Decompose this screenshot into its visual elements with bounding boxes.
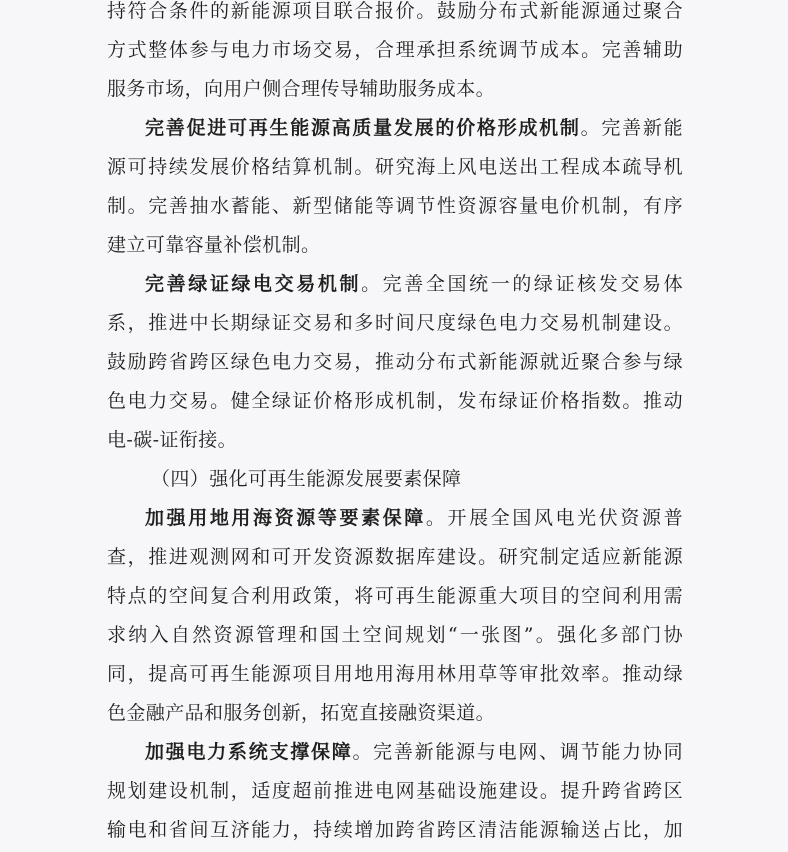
text-line — [107, 733, 683, 772]
section-heading: （四）强化可再生能源发展要素保障 — [151, 468, 462, 490]
text-run: 。完善新能源与电网、调节能力协同 — [352, 741, 683, 763]
text-line: 服务市场，向用户侧合理传导辅助服务成本。 — [107, 78, 496, 100]
text-line: 系，推进中长期绿证交易和多时间尺度绿色电力交易机制建设。 — [107, 312, 683, 334]
document-page — [107, 0, 683, 850]
text-line: 同，提高可再生能源项目用地用海用林用草等审批效率。推动绿 — [107, 663, 683, 685]
paragraph — [107, 733, 683, 850]
text-line: 持符合条件的新能源项目联合报价。鼓励分布式新能源通过聚合 — [107, 0, 683, 22]
text-line: 方式整体参与电力市场交易，合理承担系统调节成本。完善辅助 — [107, 39, 683, 61]
text-line — [107, 109, 683, 148]
text-line: 建立可靠容量补偿机制。 — [107, 234, 321, 256]
text-line: 规划建设机制，适度超前推进电网基础设施建设。提升跨省跨区 — [107, 780, 683, 802]
bold-lead: 加强电力系统支撑保障 — [145, 741, 353, 763]
paragraph — [107, 265, 683, 460]
text-run: 。开展全国风电光伏资源普 — [425, 507, 683, 529]
text-line: 源可持续发展价格结算机制。研究海上风电送出工程成本疏导机 — [107, 156, 683, 178]
text-line — [107, 265, 683, 304]
text-line — [107, 499, 683, 538]
text-line: 求纳入自然资源管理和国土空间规划“一张图”。强化多部门协 — [107, 624, 683, 646]
bold-lead: 完善促进可再生能源高质量发展的价格形成机制 — [145, 117, 581, 139]
text-run: 。完善新能 — [580, 117, 683, 139]
paragraph — [107, 499, 683, 733]
text-line: 色电力交易。健全绿证价格形成机制，发布绿证价格指数。推动 — [107, 390, 683, 412]
text-line: 制。完善抽水蓄能、新型储能等调节性资源容量电价机制，有序 — [107, 195, 683, 217]
bold-lead: 加强用地用海资源等要素保障 — [145, 507, 426, 529]
text-line: 电-碳-证衔接。 — [107, 429, 238, 451]
text-run: 。完善全国统一的绿证核发交易体 — [361, 273, 683, 295]
text-line: 输电和省间互济能力，持续增加跨省跨区清洁能源输送占比，加 — [107, 819, 683, 841]
text-line: 查，推进观测网和可开发资源数据库建设。研究制定适应新能源 — [107, 546, 683, 568]
text-line: 色金融产品和服务创新，拓宽直接融资渠道。 — [107, 702, 496, 724]
text-line: 鼓励跨省跨区绿色电力交易，推动分布式新能源就近聚合参与绿 — [107, 351, 683, 373]
bold-lead: 完善绿证绿电交易机制 — [145, 273, 362, 295]
paragraph — [107, 0, 683, 109]
text-line: 特点的空间复合利用政策，将可再生能源重大项目的空间利用需 — [107, 585, 683, 607]
paragraph — [107, 109, 683, 265]
